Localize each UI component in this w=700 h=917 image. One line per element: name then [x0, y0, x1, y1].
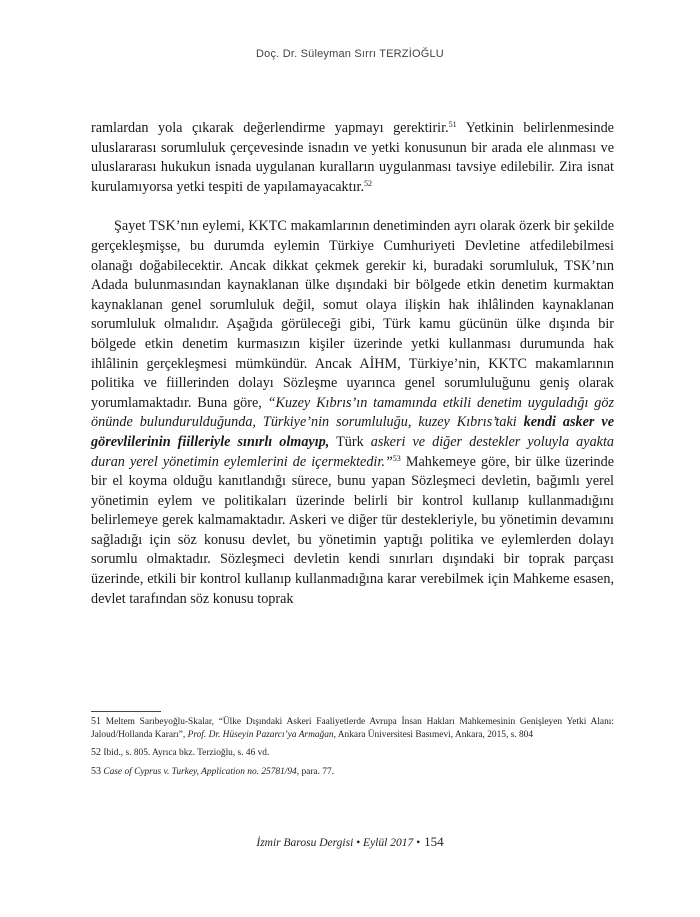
paragraph-2-text-a: Şayet TSK’nın eylemi, KKTC makamlarının denetiminden ayrı olarak özerk bir şekilde gerçekleşmişse, bu durumda eylemin Türkiye Cumhuriyeti Devletine atfedilebilmesi olanağı doğabilecektir. Ancak dikkat çekmek gerekir ki, buradaki sorumluluk, TSK’nın Adada bulunmasından kaynaklanan ülke dışındaki bir bölgede etkin denetim kurmaktan kaynaklanan genel sorumluluk değil, somut olaya ilişkin hak ihlâlinden kaynaklanan sorumluluk olmalıdır. Aşağıda görüleceği gibi, Türk kamu gücünün ülke dışında bir bölgede etkin denetim kurmasızın kişiler üzerinde yetki kullanması durumunda hak ihlâlinin gerçekleşmesi mümkündür. Ancak AİHM, Türkiye’nin, KKTC makamlarının politika ve fiillerinden dolayı Sözleşme uyarınca genel sorumluluğunu geniş olarak yorumlamaktadır. Buna göre, [91, 218, 614, 411]
footnote-text: Meltem Sarıbeyoğlu-Skalar, “Ülke Dışındaki Askeri Faaliyetlerde Avrupa İnsan Hakları Mahkemesinin Genişleyen Yetki Alanı: Jaloud/Hollanda Kararı”, [91, 717, 614, 740]
running-header: Doç. Dr. Süleyman Sırrı TERZİOĞLU [256, 48, 444, 60]
page-number: 154 [424, 834, 444, 849]
footnote-52 [91, 747, 614, 760]
footnote-ref-52[interactable]: 52 [364, 178, 373, 188]
footnote-53 [91, 766, 614, 779]
quote-bold-italic: kendi asker ve görevlilerinin fiilleriyle sınırlı olmayıp, [91, 414, 614, 450]
paragraph-1-text-a: ramlardan yola çıkarak değerlendirme yapmayı gerektirir. [91, 120, 449, 136]
footnote-number: 52 [91, 747, 101, 759]
footnote-text: , Ankara Üniversitesi Basımevi, Ankara, 2015, s. 804 [333, 729, 534, 740]
quote-italic-b: askeri ve diğer destekler yoluyla ayakta duran yerel yönetimin eylemlerini de içermektedir.” [91, 433, 614, 470]
footnote-text: Ibid., s. 805. Ayrıca bkz. Terzioğlu, s. 46 vd. [101, 748, 270, 759]
journal-name: İzmir Barosu Dergisi • Eylül 2017 • [256, 837, 421, 849]
running-footer [0, 834, 700, 850]
footnote-ref-51[interactable]: 51 [448, 120, 457, 129]
paragraph-2 [91, 217, 614, 609]
footnote-number: 53 [91, 765, 101, 777]
footnote-divider [91, 711, 161, 712]
body-text [91, 119, 614, 609]
paragraph-1 [91, 119, 614, 197]
footnotes [91, 716, 614, 784]
paragraph-1-text-b: Yetkinin belirlenmesinde uluslararası sorumluluk çerçevesinde isnadın ve yetki konusunun bir arada ele alınması ve uluslararası hukukun isnada uygulanan kuralların uygulanması tavsiye edilebilir. Zira isnat kurulamıyorsa yetki tespiti de yapılamayacaktır. [91, 120, 614, 195]
paragraph-2-text-c: Mahkemeye göre, bir ülke üzerinde bir el koyma olduğu kanıtlandığı sürece, bunu yapan Sözleşmeci devletin, bağımlı yerel yönetimin eylem ve politikaları üzerinde belirli bir kontrol kullanıp kullanmadığını belirlemeye gerek kalmamaktadır. Askeri ve diğer tür destekleriyle, bu yönetimin devamını sağladığı için söz konusu devlet, bu yönetimin yaptığı politika ve eylemlerden dolayı sorumlu olmaktadır. Sözleşmeci devletin kendi sınırları dışındaki bir toprak parçası üzerinde, etkili bir kontrol kullanıp kullanmadığına karar verebilmek için Mahkeme esasen, devlet tarafından söz konusu toprak [91, 453, 614, 607]
footnote-number: 51 [91, 716, 101, 727]
quote-italic-a: “Kuzey Kıbrıs’ın tamamında etkili denetim uyguladığı göz önünde bulundurulduğunda, Türkiye’nin sorumluluğu, kuzey Kıbrıs’taki [91, 394, 614, 431]
footnote-italic-text: Case of Cyprus v. Turkey, Application no. 25781/94 [101, 766, 297, 777]
footnote-ref-53[interactable]: 53 [392, 453, 401, 463]
footnote-text: , para. 77. [296, 766, 334, 777]
footnote-italic-text: Prof. Dr. Hüseyin Pazarcı’ya Armağan [187, 729, 334, 740]
footnote-51 [91, 716, 614, 741]
paragraph-2-text-b: Türk [329, 433, 371, 450]
